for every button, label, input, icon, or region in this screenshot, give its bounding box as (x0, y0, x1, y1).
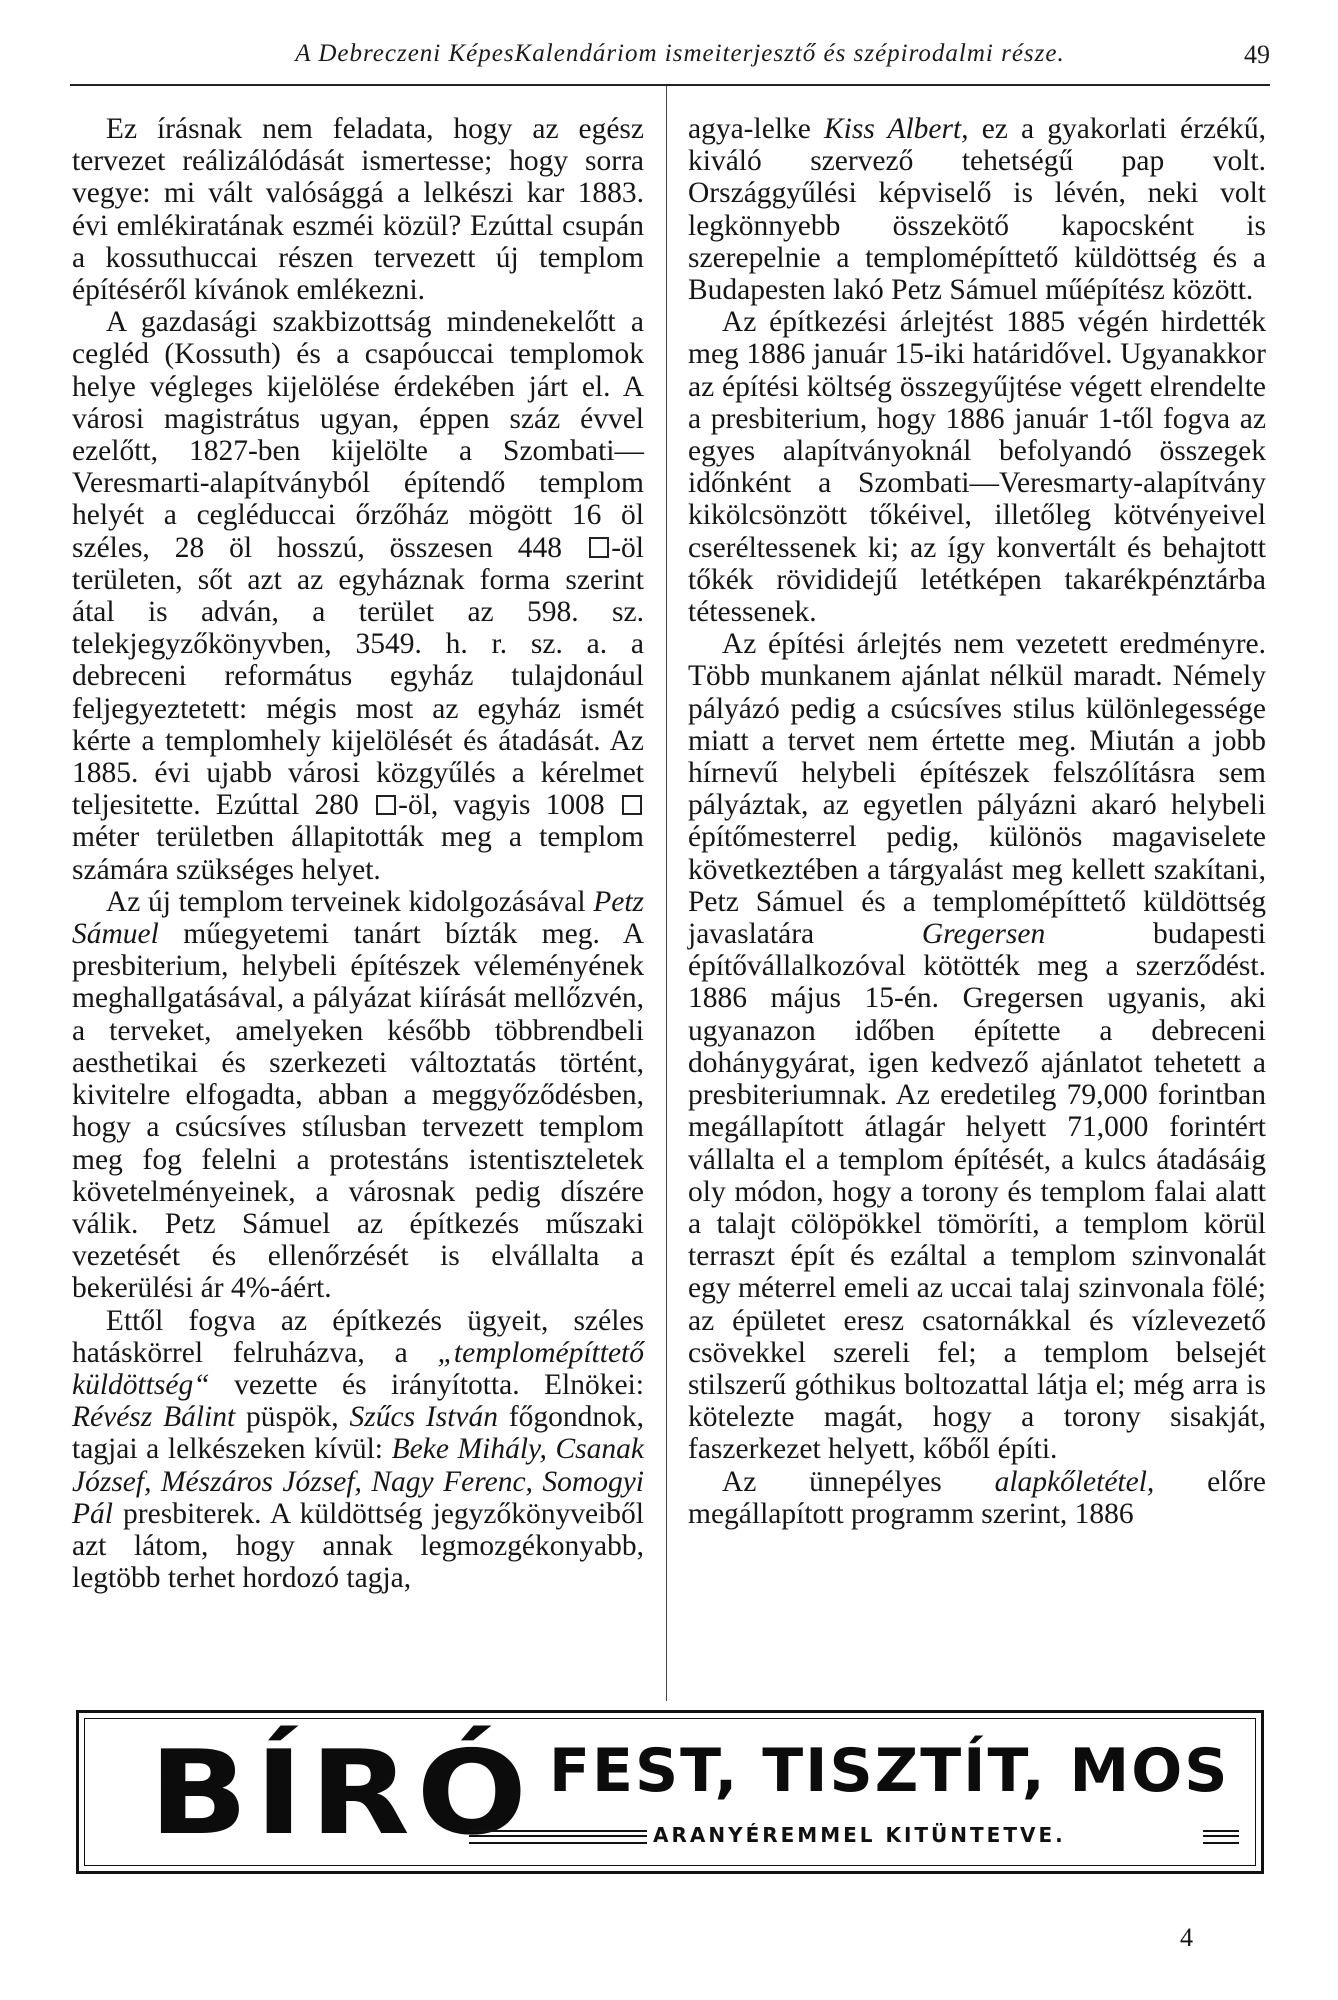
header-rule (70, 84, 1270, 86)
quoted-term: „templomépíttető küldöttség“ (72, 1336, 644, 1401)
paragraph: agya-lelke Kiss Albert, ez a gyakorlati érzékű, kiváló szervező tehetségű pap volt. Országgyűlési képviselő is lévén, neki volt legkönnyebb összekötő kapocsként is szerepelnie a templomépíttető küldöttség és a Budapesten lakó Petz Sámuel műépítész között. (688, 113, 1267, 307)
column-divider (666, 86, 667, 1701)
square-unit-symbol (376, 795, 396, 815)
person-name: Révész Bálint (72, 1401, 236, 1434)
paragraph: Ettől fogva az építkezés ügyeit, széles hatáskörrel felruházva, a „templomépíttető küldöttség“ vezette és irányította. Elnökei: Révész Bálint püspök, Szűcs István főgondnok, tagjai a lelkészeken kívül: Beke Mihály, Csanak József, Mészáros József, Nagy Ferenc, Somogyi Pál presbiterek. A küldöttség jegyzőkönyveiből azt látom, hogy annak legmozgékonyabb, legtöbb terhet hordozó tagja, (72, 1304, 645, 1595)
square-unit-symbol (622, 795, 642, 815)
paragraph: Az építkezési árlejtést 1885 végén hirdették meg 1886 január 15-iki határidővel. Ugyanakkor az építési költség összegyűjtése végett elrendelte a presbiterium, hogy 1886 január 1-től fogva az egyes alapítványoknál befolyandó összegek időnként a Szombati—Veresmarty-alapítvány kikölcsönzött tőkéivel, illetőleg kötvényeivel cseréltessenek ki; az így konvertált és behajtott tőkék rövididejű letétképen takarékpénztárba tétessenek. (688, 306, 1266, 629)
person-name: Gregersen (921, 918, 1046, 951)
ad-brand-name: BÍRÓ (149, 1726, 534, 1861)
ad-slogan: FEST, TISZTÍT, MOS (549, 1736, 1230, 1806)
page-number: 49 (1244, 40, 1270, 69)
paragraph: Ez írásnak nem feladata, hogy az egész tervezet reálizálódását ismertesse; hogy sorra vegye: mi vált valósággá a lelkészi kar 1883. évi emlékiratának eszméi közül? Ezúttal csupán a kossuthuccai részen tervezett új templom építéséről kívánok emlékezni. (72, 113, 644, 307)
decorative-rule (1203, 1830, 1239, 1844)
paragraph: Az ünnepélyes alapkőletétel, előre megállapított programm szerint, 1886 (688, 1465, 1267, 1530)
person-name: Kiss Albert, (824, 113, 969, 145)
ad-award-row (469, 1821, 1239, 1851)
person-names: Beke Mihály, Csanak József, Mészáros József, Nagy Ferenc, Somogyi Pál (72, 1433, 644, 1530)
advertisement-box (76, 1710, 1264, 1874)
decorative-rule (469, 1830, 647, 1844)
paragraph: A gazdasági szakbizottság mindenekelőtt a cegléd (Kossuth) és a csapóuccai templomok helye végleges kijelölése érdekében járt el. A városi magistrátus ugyan, éppen száz évvel ezelőtt, 1827-ben kijelölte a Szombati—Veresmarti-alapítványból építendő templom helyét a cegléduccai őrzőház mögött 16 öl széles, 28 öl hosszú, összesen 448 -öl területen, sőt azt az egyháznak forma szerint átal is adván, a terület az 598. sz. telekjegyzőkönyvben, 3549. h. r. sz. a. a debreceni református egyház tulajdonául feljegyeztetett: mégis most az egyház ismét kérte a templomhely kijelölését és átadását. Az 1885. évi ujabb városi közgyűlés a kérelmet teljesitette. Ezúttal 280 -öl, vagyis 1008 méter területben állapitották meg a templom számára szükséges helyet. (72, 306, 644, 886)
right-column (688, 113, 1266, 1530)
paragraph: Az új templom terveinek kidolgozásával Petz Sámuel műegyetemi tanárt bízták meg. A presbiterium, helybeli építészek véleményének meghallgatásával, a pályázat kiírását mellőzvén, a terveket, amelyeken később többrendbeli aesthetikai és szerkezeti változtatás történt, kivitelre elfogadta, abban a meggyőződésben, hogy a csúcsíves stílusban tervezett templom meg fog felelni a protestáns istentiszteletek követelményeinek, a városnak pedig díszére válik. Petz Sámuel az építkezés műszaki vezetését és ellenőrzését is elvállalta a bekerülési ár 4%-áért. (72, 885, 644, 1305)
left-column (72, 113, 644, 1594)
paragraph: Az építési árlejtés nem vezetett eredményre. Több munkanem ajánlat nélkül maradt. Némely pályázó pedig a csúcsíves stilus különlegessége miatt a tervet nem értette meg. Miután a jobb hírnevű helybeli építészek felszólításra sem pályáztak, az egyetlen pályázni akaró helybeli építőmesterrel pedig, különös magaviselete következtében a tárgyalást meg kellett szakítani, Petz Sámuel és a templomépíttető küldöttség javaslatára Gregersen budapesti építővállalkozóval kötötték meg a szerződést. 1886 május 15-én. Gregersen ugyanis, aki ugyanazon időben építette a debreceni dohánygyárat, igen kedvező ajánlatot tehetett a presbiteriumnak. Az eredetileg 79,000 forintban megállapított átlagár helyett 71,000 forintért vállalta el a templom építését, a kulcs átadásáig oly módon, hogy a torony és templom falai alatt a talajt cölöpökkel tömöríti, a templom körül terraszt épít és ezáltal a templom szinvonalát egy méterrel emeli az uccai talaj szinvonala fölé; az épületet eresz csatornákkal és vízlevezető csövekkel szereli fel; a templom belsejét stilszerű góthikus boltozattal látja el; még arra is kötelezte magát, hogy a torony sisakját, faszerkezet helyett, kőből építi. (688, 628, 1266, 1466)
running-header (70, 40, 1270, 80)
signature-mark: 4 (1180, 1923, 1193, 1952)
person-name: Szűcs István (349, 1401, 498, 1434)
person-name: Petz Sámuel (72, 885, 644, 951)
ad-award-text: ARANYÉREMMEL KITÜNTETVE. (653, 1823, 1066, 1847)
emphasized-term: alapkőletétel, (994, 1465, 1155, 1498)
running-title: A Debreczeni KépesKalendáriom ismeiterjesztő és szépirodalmi része. (295, 40, 1065, 67)
square-unit-symbol (589, 537, 609, 557)
